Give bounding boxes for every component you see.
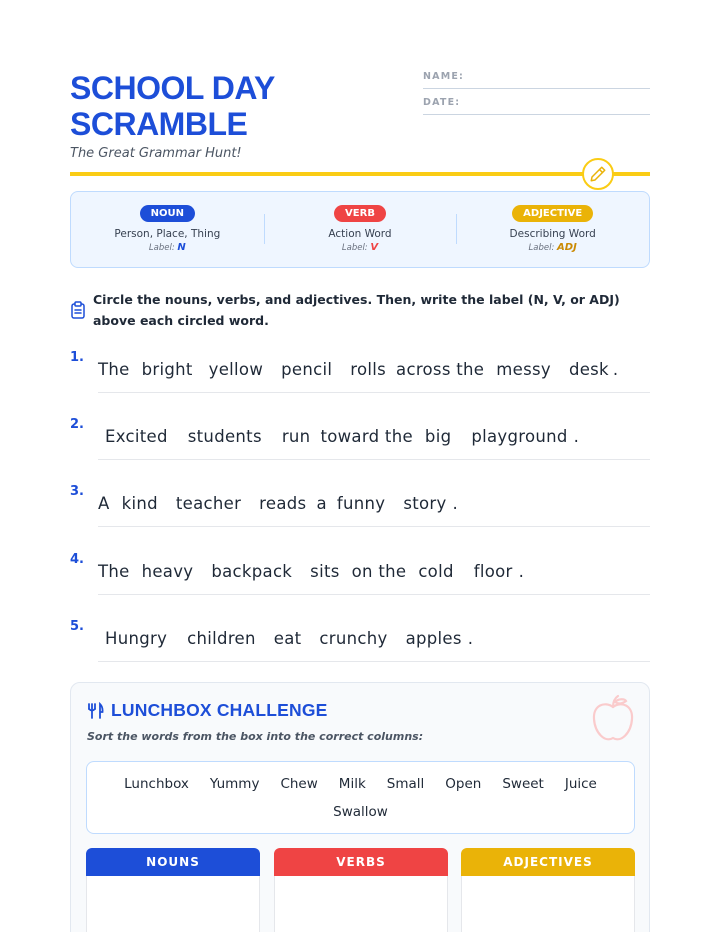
verb-label-prefix: Label: — [341, 243, 368, 253]
adjective-code: ADJ — [557, 242, 577, 253]
sentence-words — [105, 629, 650, 648]
apple-icon — [585, 691, 641, 747]
verbs-column-header: VERBS — [274, 848, 448, 876]
noun-code: N — [177, 242, 186, 253]
legend-noun — [71, 192, 264, 267]
utensils-icon — [87, 702, 105, 720]
answer-line — [98, 661, 650, 662]
verb-description: Action Word — [328, 228, 392, 240]
word-bank-item[interactable]: Juice — [564, 775, 597, 792]
header-divider — [70, 172, 650, 176]
sentence-5 — [70, 619, 650, 669]
lunchbox-challenge — [70, 682, 650, 932]
sentence-3 — [70, 484, 650, 534]
word[interactable]: on the — [351, 562, 407, 581]
title-line-2: SCRAMBLE — [70, 106, 248, 142]
word-bank-item[interactable]: Lunchbox — [124, 775, 189, 792]
word[interactable]: A — [98, 494, 110, 513]
nouns-column-header: NOUNS — [86, 848, 260, 876]
word[interactable]: across the — [396, 360, 485, 379]
word[interactable]: toward the — [320, 427, 413, 446]
word[interactable]: story — [403, 494, 447, 513]
answer-line — [98, 459, 650, 460]
challenge-subtitle: Sort the words from the box into the correct columns: — [87, 730, 424, 743]
noun-tag: NOUN — [140, 205, 195, 222]
sentence-words — [98, 360, 650, 379]
word[interactable]: messy — [496, 360, 551, 379]
pencil-icon — [589, 165, 607, 183]
parts-of-speech-legend — [70, 191, 650, 268]
word[interactable]: students — [187, 427, 262, 446]
word-bank-item[interactable]: Yummy — [209, 775, 260, 792]
instructions-text: Circle the nouns, verbs, and adjectives. Then, write the label (N, V, or ADJ) above each circled word. — [93, 292, 620, 328]
adjective-description: Describing Word — [509, 228, 596, 240]
sentence-words — [105, 427, 650, 446]
legend-verb — [264, 192, 457, 267]
date-field[interactable] — [423, 97, 650, 115]
word[interactable]: eat — [273, 629, 302, 648]
word[interactable]: yellow — [208, 360, 264, 379]
verb-label — [342, 242, 378, 253]
word[interactable]: The — [98, 360, 130, 379]
word: . — [467, 629, 474, 648]
adjective-tag: ADJECTIVE — [512, 205, 593, 222]
word-bank-item[interactable]: Open — [445, 775, 482, 792]
verb-tag: VERB — [334, 205, 386, 222]
date-label: DATE: — [423, 97, 461, 108]
word[interactable]: apples — [405, 629, 462, 648]
sentence-2 — [70, 417, 650, 467]
challenge-title: LUNCHBOX CHALLENGE — [111, 700, 328, 720]
word[interactable]: a — [316, 494, 327, 513]
answer-line — [98, 594, 650, 595]
word[interactable]: sits — [310, 562, 340, 581]
instructions — [70, 289, 650, 331]
word-bank-item[interactable]: Chew — [280, 775, 318, 792]
adjectives-column-header: ADJECTIVES — [461, 848, 635, 876]
adjective-label — [529, 242, 577, 253]
noun-label-prefix: Label: — [148, 243, 175, 253]
word-bank-item[interactable]: Sweet — [502, 775, 544, 792]
sentence-1 — [70, 350, 650, 400]
answer-line — [98, 526, 650, 527]
word[interactable]: children — [187, 629, 256, 648]
worksheet-subtitle: The Great Grammar Hunt! — [70, 146, 242, 161]
word[interactable]: run — [281, 427, 311, 446]
verb-code: V — [370, 242, 379, 253]
word[interactable]: playground — [471, 427, 568, 446]
sentence-4 — [70, 552, 650, 602]
word[interactable]: bright — [141, 360, 193, 379]
word: . — [518, 562, 525, 581]
word[interactable]: floor — [473, 562, 513, 581]
word-bank-item[interactable]: Small — [386, 775, 425, 792]
clipboard-icon — [70, 301, 86, 319]
name-field[interactable] — [423, 71, 650, 89]
word[interactable]: backpack — [211, 562, 293, 581]
legend-adjective — [456, 192, 649, 267]
word[interactable]: reads — [259, 494, 307, 513]
sentence-words — [98, 562, 650, 581]
word[interactable]: funny — [336, 494, 386, 513]
word[interactable]: crunchy — [319, 629, 388, 648]
word[interactable]: heavy — [141, 562, 194, 581]
word[interactable]: desk — [568, 360, 609, 379]
sentence-number: 3. — [70, 484, 84, 499]
word[interactable]: Hungry — [105, 629, 168, 648]
pencil-badge — [582, 158, 614, 190]
nouns-column[interactable] — [86, 876, 260, 932]
word: . — [612, 360, 619, 379]
name-label: NAME: — [423, 71, 465, 82]
sentence-number: 1. — [70, 350, 84, 365]
noun-label — [149, 242, 186, 253]
word-bank — [86, 761, 635, 834]
verbs-column[interactable] — [274, 876, 448, 932]
word[interactable]: The — [98, 562, 130, 581]
adjective-label-prefix: Label: — [528, 243, 555, 253]
word[interactable]: pencil — [281, 360, 333, 379]
word[interactable]: Excited — [105, 427, 168, 446]
worksheet-title — [70, 70, 370, 142]
word: . — [573, 427, 580, 446]
sentence-words — [98, 494, 650, 513]
noun-description: Person, Place, Thing — [114, 228, 221, 240]
word[interactable]: rolls — [350, 360, 387, 379]
sentence-number: 2. — [70, 417, 84, 432]
word-bank-item[interactable]: Milk — [338, 775, 366, 792]
word[interactable]: big — [424, 427, 452, 446]
word[interactable]: cold — [418, 562, 454, 581]
word-bank-item[interactable]: Swallow — [333, 803, 388, 820]
sentence-number: 4. — [70, 552, 84, 567]
word: . — [452, 494, 459, 513]
sentence-number: 5. — [70, 619, 84, 634]
answer-line — [98, 392, 650, 393]
title-line-1: SCHOOL DAY — [70, 70, 275, 106]
adjectives-column[interactable] — [461, 876, 635, 932]
challenge-heading — [87, 700, 328, 721]
word[interactable]: kind — [121, 494, 158, 513]
word[interactable]: teacher — [175, 494, 242, 513]
